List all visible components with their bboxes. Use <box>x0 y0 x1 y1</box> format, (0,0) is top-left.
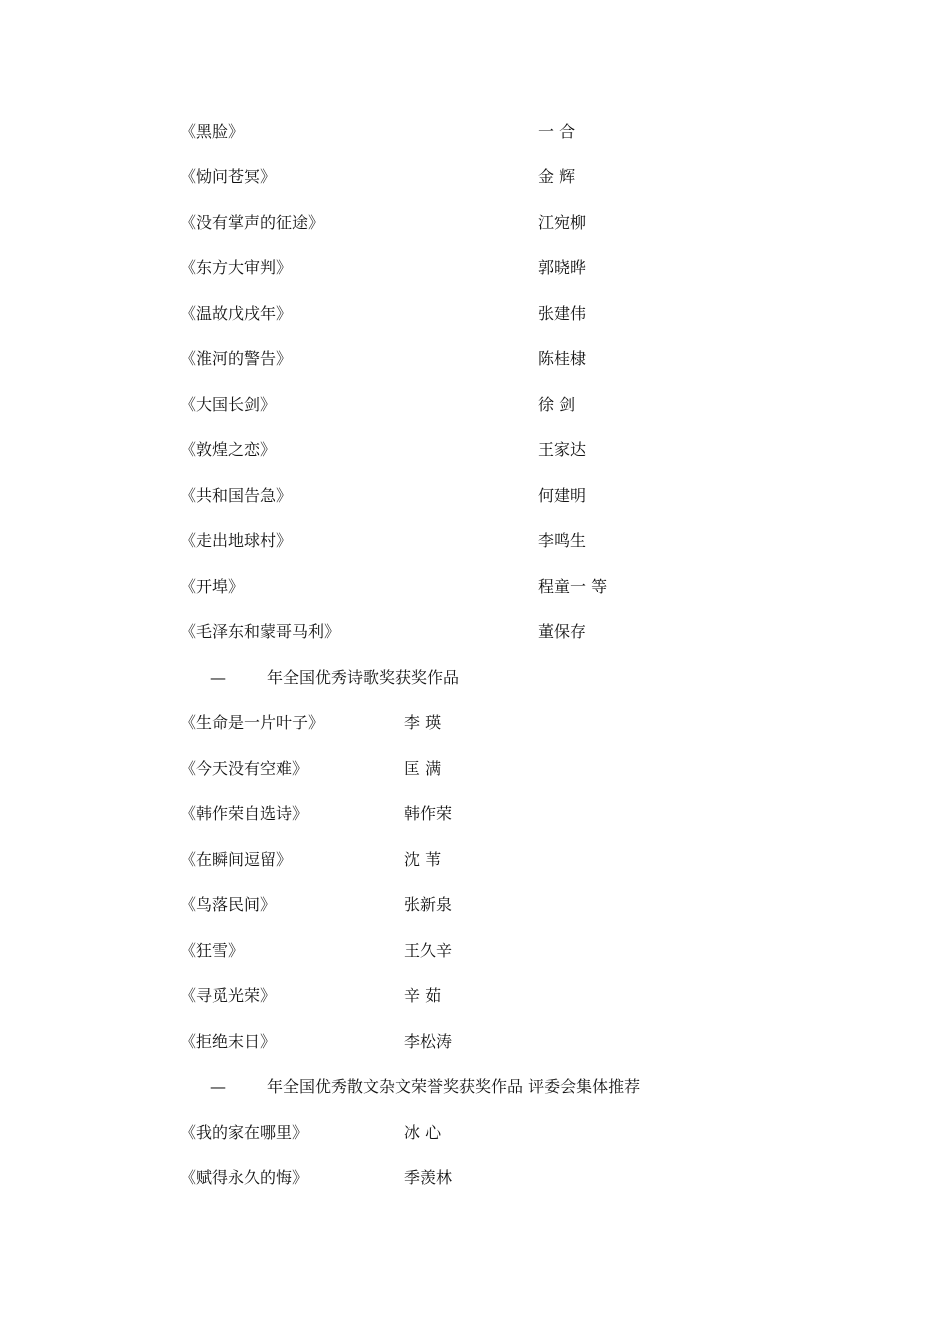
work-title: 《拒绝末日》 <box>180 1032 277 1051</box>
work-title: 《在瞬间逗留》 <box>180 850 293 869</box>
work-title: 《淮河的警告》 <box>180 349 293 368</box>
work-author: 冰 心 <box>404 1123 442 1142</box>
work-title: 《共和国告急》 <box>180 486 293 505</box>
work-title: 《恸问苍冥》 <box>180 167 277 186</box>
work-title: 《敦煌之恋》 <box>180 440 277 459</box>
work-author: 董保存 <box>538 622 587 641</box>
work-author: 李鸣生 <box>538 531 587 550</box>
work-title: 《没有掌声的征途》 <box>180 213 325 232</box>
work-author: 匡 满 <box>404 759 442 778</box>
work-title: 《毛泽东和蒙哥马利》 <box>180 622 341 641</box>
work-author: 王久辛 <box>404 941 453 960</box>
work-title: 《大国长剑》 <box>180 395 277 414</box>
work-author: 徐 剑 <box>538 395 576 414</box>
work-author: 张建伟 <box>538 304 587 323</box>
work-title: 《黑脸》 <box>180 122 245 141</box>
work-title: 《走出地球村》 <box>180 531 293 550</box>
heading-text: 年全国优秀散文杂文荣誉奖获奖作品 评委会集体推荐 <box>267 1077 641 1096</box>
heading-text: 年全国优秀诗歌奖获奖作品 <box>267 668 460 687</box>
work-author: 程童一 等 <box>538 577 608 596</box>
work-title: 《今天没有空难》 <box>180 759 309 778</box>
work-author: 沈 苇 <box>404 850 442 869</box>
work-author: 一 合 <box>538 122 576 141</box>
work-author: 金 辉 <box>538 167 576 186</box>
work-title: 《鸟落民间》 <box>180 895 277 914</box>
work-author: 辛 茹 <box>404 986 442 1005</box>
work-author: 张新泉 <box>404 895 453 914</box>
work-title: 《赋得永久的悔》 <box>180 1168 309 1187</box>
work-title: 《狂雪》 <box>180 941 245 960</box>
work-title: 《温故戊戌年》 <box>180 304 293 323</box>
work-author: 李 瑛 <box>404 713 442 732</box>
work-author: 韩作荣 <box>404 804 453 823</box>
work-author: 李松涛 <box>404 1032 453 1051</box>
work-title: 《我的家在哪里》 <box>180 1123 309 1142</box>
work-author: 季羡林 <box>404 1168 453 1187</box>
work-author: 江宛柳 <box>538 213 587 232</box>
heading-dash: — <box>210 668 226 687</box>
work-author: 王家达 <box>538 440 587 459</box>
work-title: 《开埠》 <box>180 577 245 596</box>
work-author: 何建明 <box>538 486 587 505</box>
heading-dash: — <box>210 1077 226 1096</box>
work-title: 《韩作荣自选诗》 <box>180 804 309 823</box>
work-author: 郭晓晔 <box>538 258 587 277</box>
work-title: 《寻觅光荣》 <box>180 986 277 1005</box>
work-title: 《生命是一片叶子》 <box>180 713 325 732</box>
work-title: 《东方大审判》 <box>180 258 293 277</box>
work-author: 陈桂棣 <box>538 349 587 368</box>
